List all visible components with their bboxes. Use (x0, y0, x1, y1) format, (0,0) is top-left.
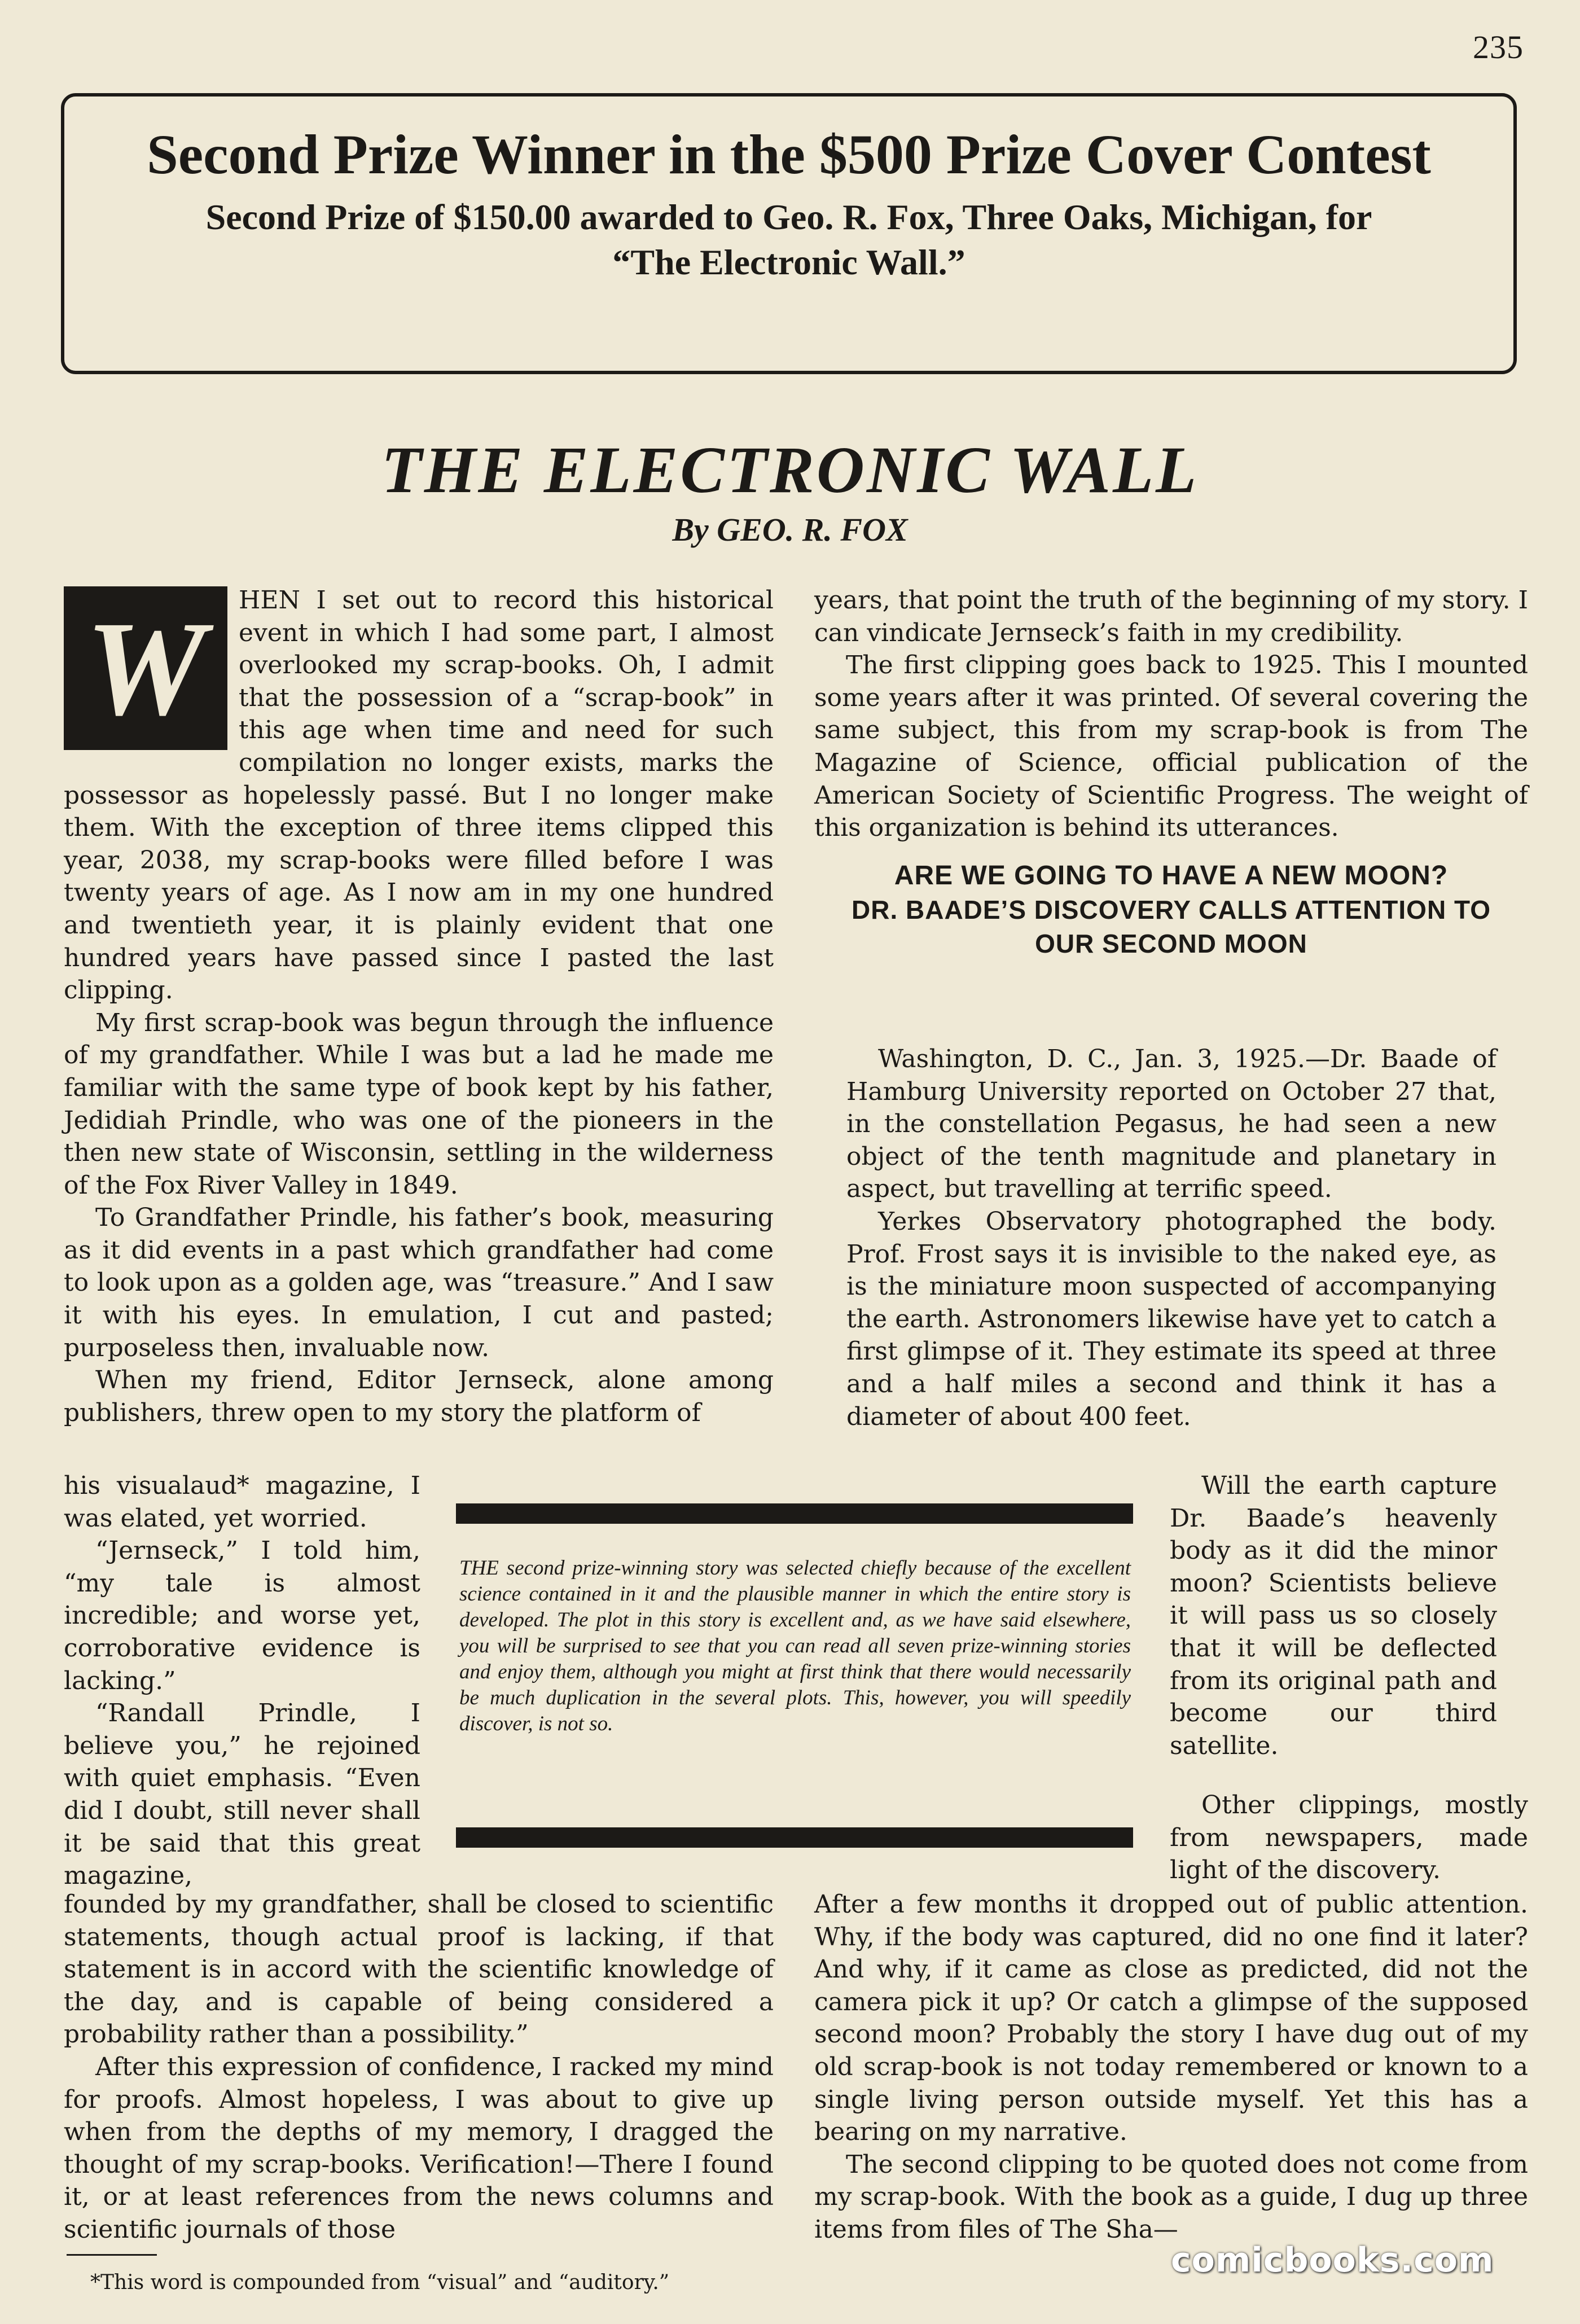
paragraph: The second clipping to be quoted does not come from my scrap-book. With the book as a guide, I dug up three items from files of The Sha— (814, 2150, 1528, 2244)
header-subtitle: Second Prize of $150.00 awarded to Geo. R. Fox, Three Oaks, Michigan, for “The Electronic Wall.” (205, 197, 1372, 282)
paragraph: When my friend, Editor Jernseck, alone among publishers, threw open to my story the platform of (64, 1366, 774, 1427)
paragraph: The first clipping goes back to 1925. This I mounted some years after it was printed. Of several covering the same subject, this from my scrap-book is from The Magazine of Science, official publication of the American Society of Scientific Progress. The weight of this organization is behind its utterances. (814, 651, 1528, 843)
callout-top-bar (456, 1503, 1133, 1524)
header-title: Second Prize Winner in the $500 Prize Cover Contest (147, 123, 1431, 186)
news-clipping-narrow (1170, 1470, 1497, 1762)
paragraph: years, that point the truth of the beginning of my story. I can vindicate Jernseck’s faith in my credibility. (814, 586, 1528, 647)
right-column-bottom (814, 1888, 1528, 2246)
paragraph: founded by my grandfather, shall be closed to scientific statements, though actual proof is lacking, if that statement is in accord with the scientific knowledge of the day, and is capable of being considered a probability rather than a possibility.” (64, 1890, 774, 2049)
paragraph: After this expression of confidence, I racked my mind for proofs. Almost hopeless, I was about to give up when from the depths of my memory, I dragged the thought of my scrap-books. Verification!—There I found it, or at least references from the news columns and scientific journals of those (64, 2052, 774, 2244)
paragraph: After a few months it dropped out of public attention. Why, if the body was captured, did no one find it later? And why, if it came as close as predicted, did not the camera pick it up? Or catch a glimpse of the supposed second moon? Probably the story I have dug out of my old scrap-book is not today remembered or known to a single living person outside myself. Yet this has a bearing on my narrative. (814, 1890, 1528, 2147)
news-clipping (846, 1043, 1496, 1433)
story-title: THE ELECTRONIC WALL (381, 433, 1199, 507)
paragraph: “Randall Prindle, I believe you,” he rejoined with quiet emphasis. “Even did I doubt, still never shall it be said that this great magazine, (64, 1699, 420, 1891)
callout-bottom-bar (456, 1827, 1133, 1848)
paragraph: his visualaud* magazine, I was elated, yet worried. (64, 1471, 420, 1533)
paragraph: “Jernseck,” I told him, “my tale is almost incredible; and worse yet, corroborative evidence is lacking.” (64, 1536, 420, 1695)
paragraph: Yerkes Observatory photographed the body. Prof. Frost says it is invisible to the naked eye, as is the miniature moon suspected of accompanying the earth. Astronomers likewise have yet to catch a first glimpse of it. They estimate its speed at three and a half miles a second and think it has a diameter of about 400 feet. (846, 1207, 1496, 1431)
paragraph: Washington, D. C., Jan. 3, 1925.—Dr. Baade of Hamburg University reported on October 27 that, in the constellation Pegasus, he had seen a new object of the tenth magnitude and planetary in aspect, but travelling at terrific speed. (846, 1045, 1496, 1204)
news-headline: ARE WE GOING TO HAVE A NEW MOON? (894, 860, 1449, 891)
drop-cap: W (64, 586, 227, 750)
left-column-bottom (64, 1888, 774, 2246)
footnote-rule (67, 2254, 157, 2256)
watermark: comicbooks.com (1171, 2240, 1494, 2280)
left-column-top (64, 584, 774, 1429)
right-column-narrow (1170, 1789, 1528, 1887)
right-column-top (814, 584, 1528, 961)
callout-text: THE second prize-winning story was selected chiefly because of the excellent science contained in it and the plausible manner in which the entire story is developed. The plot in this story is excellent and, as we have said elsewhere, you will be surprised to see that you can read all seven prize-winning stories and enjoy them, although you might at first think that there would necessarily be much duplication in the several plots. This, however, you will speedily discover, is not so. (459, 1556, 1131, 1735)
paragraph: Will the earth capture Dr. Baade’s heavenly body as it did the minor moon? Scientists believe it will pass us so closely that it will be deflected from its original path and become our third satellite. (1170, 1471, 1497, 1760)
left-column-narrow (64, 1470, 420, 1892)
paragraph: HEN I set out to record this historical event in which I had some part, I almost overlooked my scrap-books. Oh, I admit that the possession of a “scrap-book” in this age when time and need for such compilation no longer exists, marks the possessor as hopelessly passé. But I no longer make them. With the exception of three items clipped this year, 2038, my scrap-books were filled before I was twenty years of age. As I now am in my one hundred and twentieth year, it is plainly evident that one hundred years have passed since I pasted the last clipping. (64, 586, 774, 1005)
paragraph: My first scrap-book was begun through the influence of my grandfather. While I was but a lad he made me familiar with the same type of book kept by his father, Jedidiah Prindle, who was one of the pioneers in the then new state of Wisconsin, settling in the wilderness of the Fox River Valley in 1849. (64, 1008, 774, 1200)
header-box (61, 93, 1517, 374)
paragraph: To Grandfather Prindle, his father’s book, measuring as it did events in a past which grandfather had come to look upon as a golden age, was “treasure.” And I saw it with his eyes. In emulation, I cut and pasted; purposeless then, invaluable now. (64, 1203, 774, 1362)
news-subheadline: DR. BAADE’S DISCOVERY CALLS ATTENTION TO OUR SECOND MOON (852, 894, 1491, 958)
editorial-callout (456, 1503, 1133, 1848)
byline: By GEO. R. FOX (672, 511, 908, 548)
paragraph: Other clippings, mostly from newspapers, made light of the discovery. (1170, 1791, 1528, 1885)
page-number: 235 (1473, 29, 1524, 65)
footnote: *This word is compounded from “visual” and “auditory.” (90, 2271, 670, 2294)
